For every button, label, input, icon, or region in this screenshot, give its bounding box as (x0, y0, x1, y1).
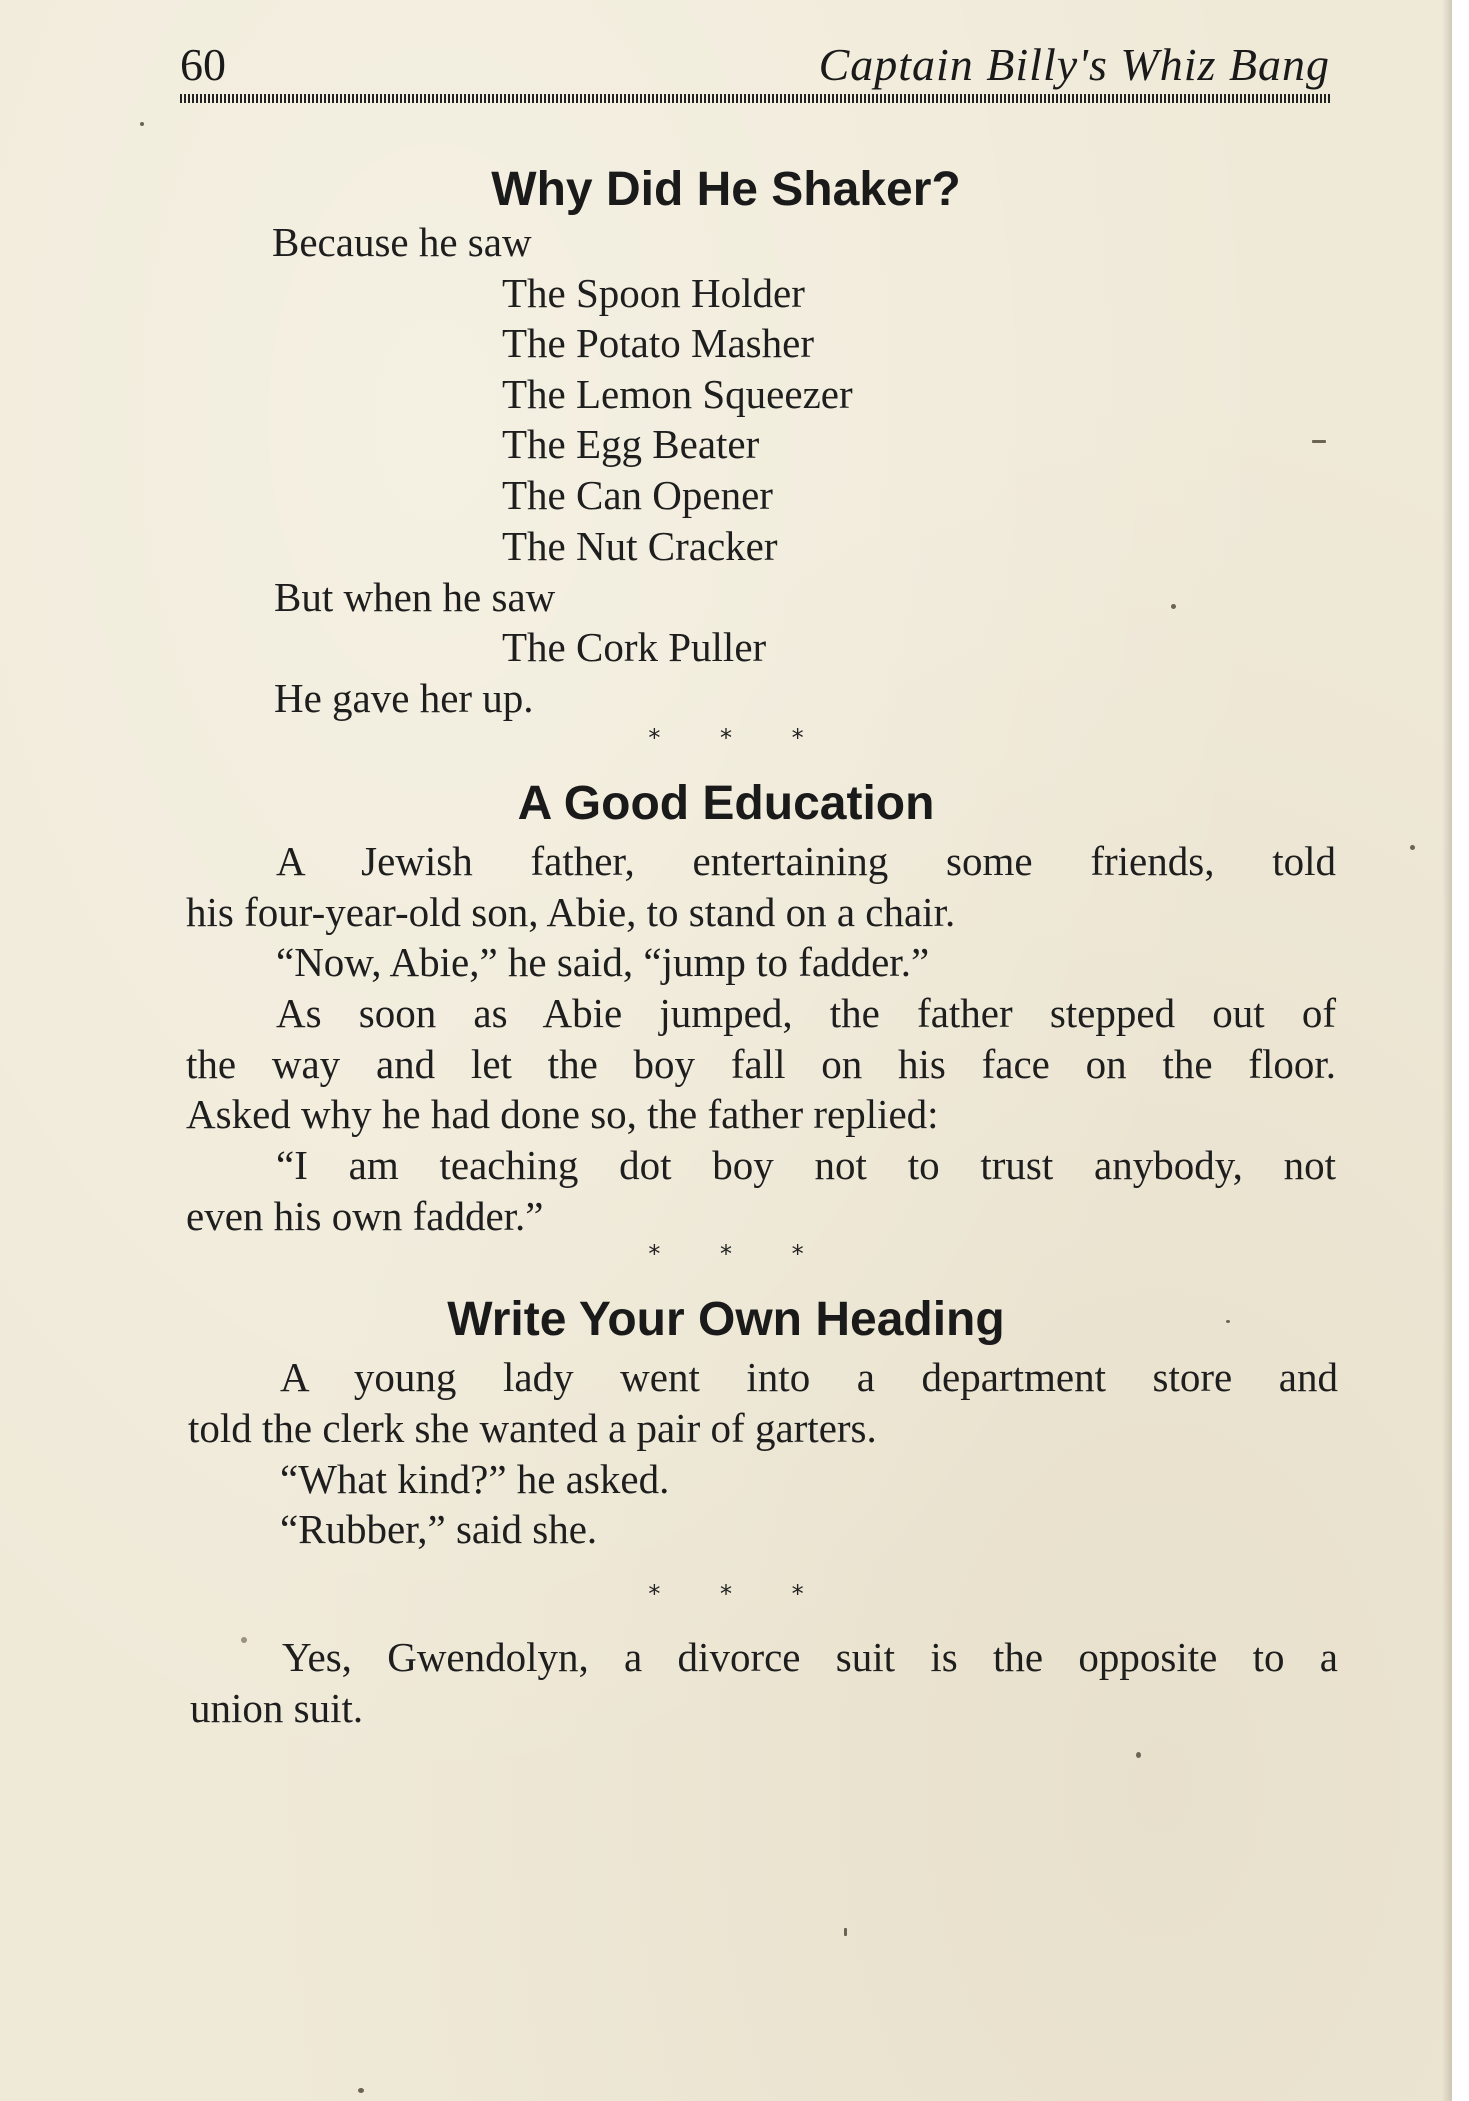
paper-speck (140, 122, 144, 126)
paragraph-line: “I am teaching dot boy not to trust anybody, not (276, 1142, 1336, 1188)
section-separator: * * * (648, 1240, 804, 1268)
poem-item: The Potato Masher (502, 320, 814, 366)
paper-speck (1171, 604, 1176, 609)
poem-item: The Lemon Squeezer (502, 371, 853, 417)
paragraph-line: Yes, Gwendolyn, a divorce suit is the opposite to a (282, 1634, 1338, 1680)
paragraph-line: even his own fadder.” (186, 1193, 544, 1239)
page-number: 60 (180, 39, 226, 90)
paragraph-line: As soon as Abie jumped, the father stepped out of (276, 990, 1336, 1036)
paper-speck (358, 2088, 364, 2093)
section-separator: * * * (648, 724, 804, 752)
paper-speck (1410, 845, 1415, 850)
poem-intro: Because he saw (272, 219, 532, 265)
heading-why-did-he-shaker: Why Did He Shaker? (491, 163, 961, 216)
poem-item: The Can Opener (502, 472, 773, 518)
poem-item: The Spoon Holder (502, 270, 805, 316)
section-separator: * * * (648, 1580, 804, 1608)
poem-item: The Nut Cracker (502, 523, 778, 569)
heading-write-your-own-heading: Write Your Own Heading (447, 1293, 1005, 1346)
poem-final-item: The Cork Puller (502, 624, 767, 670)
paragraph-line: union suit. (190, 1685, 364, 1731)
page-edge-shadow (1442, 0, 1452, 2101)
poem-transition: But when he saw (274, 574, 556, 620)
running-head (180, 38, 1330, 108)
paragraph-line: told the clerk she wanted a pair of garters. (188, 1405, 877, 1451)
paragraph-line: “What kind?” he asked. (280, 1456, 670, 1502)
paragraph-line: “Rubber,” said she. (280, 1506, 598, 1552)
paragraph-line: A young lady went into a department store and (280, 1354, 1338, 1400)
paper-speck (844, 1928, 847, 1936)
paragraph-line: his four-year-old son, Abie, to stand on a chair. (186, 889, 956, 935)
poem-item: The Egg Beater (502, 421, 760, 467)
paper-speck (1136, 1752, 1141, 1758)
paper-speck (1226, 1320, 1230, 1323)
header-rule (180, 94, 1330, 103)
journal-title: Captain Billy's Whiz Bang (818, 39, 1330, 90)
paragraph-line: “Now, Abie,” he said, “jump to fadder.” (276, 939, 930, 985)
paragraph-line: A Jewish father, entertaining some friends, told (276, 838, 1336, 884)
paper-speck (1312, 440, 1326, 443)
paragraph-line: Asked why he had done so, the father replied: (186, 1091, 939, 1137)
paper-speck (241, 1637, 247, 1643)
heading-a-good-education: A Good Education (517, 777, 935, 830)
poem-ending: He gave her up. (274, 675, 534, 721)
paragraph-line: the way and let the boy fall on his face on the floor. (186, 1041, 1336, 1087)
